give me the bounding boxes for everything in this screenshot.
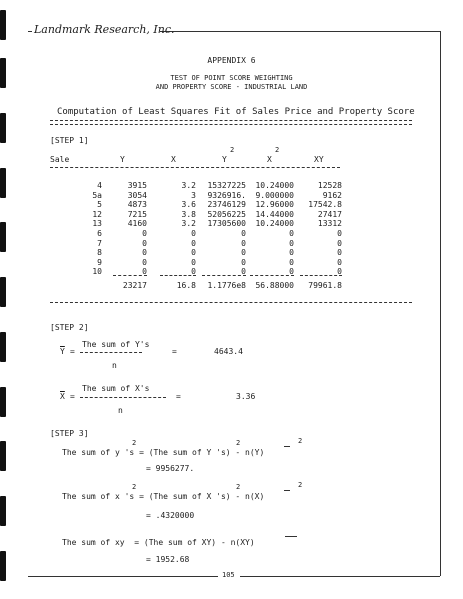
x2-exponent: 2	[275, 146, 280, 154]
table-cell-sale: 7	[97, 238, 102, 248]
step1-label: [STEP 1]	[50, 136, 89, 145]
total-rule-x2	[250, 275, 294, 276]
column-sale	[80, 181, 102, 277]
table-cell-y: 4873	[127, 200, 147, 210]
table-cell-x: 0	[191, 248, 196, 258]
column-xy	[296, 181, 342, 277]
xybar-overline	[285, 536, 297, 537]
x-bar-equals: =	[70, 392, 75, 401]
xbar-overline	[284, 490, 290, 491]
table-cell-sale: 10	[92, 267, 102, 277]
y-bar-equals: =	[70, 347, 75, 356]
table-cell-y: 7215	[127, 209, 147, 219]
table-cell-y: 3054	[127, 190, 147, 200]
table-cell-x2: 12.96000	[255, 200, 294, 210]
header-xy: XY	[314, 155, 324, 164]
binder-hole	[0, 168, 6, 198]
table-cell-y: 0	[142, 238, 147, 248]
table-cell-x: 0	[191, 267, 196, 277]
total-x-squared: 56.88000	[255, 281, 294, 290]
y-sum-label: The sum of Y's	[82, 340, 150, 349]
table-cell-x2: 0	[289, 228, 294, 238]
table-cell-x2: 0	[289, 267, 294, 277]
table-cell-xy: 0	[337, 267, 342, 277]
table-cell-sale: 4	[97, 181, 102, 190]
subtitle-line-2: AND PROPERTY SCORE - INDUSTRIAL LAND	[155, 83, 308, 91]
table-cell-y2: 52056225	[207, 209, 246, 219]
table-cell-x: 0	[191, 257, 196, 267]
total-rule-y	[113, 275, 147, 276]
subtitle-line-1: TEST OF POINT SCORE WEIGHTING	[170, 74, 293, 82]
table-cell-x: 3	[191, 190, 196, 200]
table-cell-x: 0	[191, 228, 196, 238]
table-cell-x2: 0	[289, 257, 294, 267]
table-cell-y2: 0	[241, 257, 246, 267]
x-bar-symbol: $\overline{X}$	[60, 392, 65, 401]
table-cell-xy: 9162	[322, 190, 342, 200]
step3-value-3: = 1952.68	[146, 555, 190, 564]
table-cell-x: 3.2	[181, 181, 196, 190]
total-y: 23217	[122, 281, 147, 290]
page-number: 105	[222, 571, 235, 579]
table-cell-xy: 0	[337, 238, 342, 248]
table-cell-x2: 0	[289, 238, 294, 248]
X-sq-exponent: 2	[236, 483, 241, 491]
x-denominator: n	[118, 406, 123, 415]
y-bar-symbol: $\overline{Y}$	[60, 347, 65, 356]
table-cell-y2: 0	[241, 228, 246, 238]
Y-sq-exponent: 2	[236, 439, 241, 447]
table-cell-xy: 27417	[317, 209, 342, 219]
header-x: X	[171, 155, 176, 164]
xbar-sq-exponent: 2	[298, 481, 303, 489]
table-cell-y2: 15327225	[207, 181, 246, 190]
table-cell-x: 3.6	[181, 200, 196, 210]
y-denominator: n	[112, 361, 117, 370]
header-rule	[50, 167, 340, 168]
x-result-equals: =	[176, 392, 181, 401]
header-y-squared: Y	[222, 155, 227, 164]
appendix-title: APPENDIX 6	[207, 56, 256, 65]
table-cell-sale: 5a	[92, 190, 102, 200]
computation-title: Computation of Least Squares Fit of Sales Price and Property Score	[57, 107, 415, 117]
table-cell-y2: 0	[241, 238, 246, 248]
x-sq-exponent: 2	[132, 483, 137, 491]
binder-hole	[0, 332, 6, 362]
table-cell-y2: 0	[241, 267, 246, 277]
x-bar-value: 3.36	[236, 392, 256, 401]
frame-right-rule	[440, 31, 441, 576]
table-cell-xy: 13312	[317, 219, 342, 229]
step3-line-1: The sum of y 's = (The sum of Y 's) - n(Y)	[62, 448, 265, 457]
table-cell-x2: 10.24000	[255, 181, 294, 190]
ybar-sq-exponent: 2	[298, 437, 303, 445]
table-cell-sale: 8	[97, 248, 102, 258]
binder-hole	[0, 277, 6, 307]
binder-hole	[0, 222, 6, 252]
total-x: 16.8	[176, 281, 196, 290]
step3-label: [STEP 3]	[50, 429, 89, 438]
binder-hole	[0, 387, 6, 417]
total-y-squared: 1.1776e8	[207, 281, 246, 290]
y2-exponent: 2	[230, 146, 235, 154]
y-fraction-bar	[80, 352, 142, 353]
frame-bottom-rule-right	[240, 576, 440, 577]
total-xy: 79961.8	[308, 281, 342, 290]
y-sq-exponent: 2	[132, 439, 137, 447]
ybar-overline	[284, 446, 290, 447]
column-x	[160, 181, 196, 277]
table-cell-y: 3915	[127, 181, 147, 190]
frame-bottom-rule-left	[28, 576, 218, 577]
header-sale: Sale	[50, 155, 70, 164]
y-bar-value: 4643.4	[214, 347, 243, 356]
header-x-squared: X	[267, 155, 272, 164]
table-cell-x: 0	[191, 238, 196, 248]
table-cell-x2: 9.000000	[255, 190, 294, 200]
y-result-equals: =	[172, 347, 177, 356]
table-cell-x: 3.2	[181, 219, 196, 229]
total-rule-xy	[300, 275, 342, 276]
table-cell-x2: 0	[289, 248, 294, 258]
table-cell-y2: 23746129	[207, 200, 246, 210]
x-fraction-bar	[80, 397, 166, 398]
table-cell-x: 3.8	[181, 209, 196, 219]
table-cell-xy: 12528	[317, 181, 342, 190]
table-cell-y: 0	[142, 228, 147, 238]
header-y: Y	[120, 155, 125, 164]
binder-hole	[0, 551, 6, 581]
table-cell-xy: 0	[337, 257, 342, 267]
binder-hole	[0, 441, 6, 471]
table-cell-y2: 9326916.	[207, 190, 246, 200]
step3-value-2: = .4320000	[146, 511, 195, 520]
table-cell-xy: 0	[337, 228, 342, 238]
table-cell-y: 0	[142, 257, 147, 267]
table-cell-x2: 10.24000	[255, 219, 294, 229]
x-sum-label: The sum of X's	[82, 384, 150, 393]
binder-hole	[0, 496, 6, 526]
step2-label: [STEP 2]	[50, 323, 89, 332]
table-cell-xy: 0	[337, 248, 342, 258]
table-cell-y: 4160	[127, 219, 147, 229]
step3-value-1: = 9956277.	[146, 464, 195, 473]
table-cell-y2: 17305600	[207, 219, 246, 229]
table-cell-sale: 5	[97, 200, 102, 210]
table-cell-sale: 12	[92, 209, 102, 219]
total-rule-y2	[202, 275, 246, 276]
table-cell-x2: 14.44000	[255, 209, 294, 219]
table-cell-y: 0	[142, 248, 147, 258]
table-cell-sale: 9	[97, 257, 102, 267]
total-rule-x	[160, 275, 196, 276]
step3-line-2: The sum of x 's = (The sum of X 's) - n(X)	[62, 492, 265, 501]
step3-line-3: The sum of xy = (The sum of XY) - n(XY)	[62, 538, 255, 547]
binder-hole	[0, 113, 6, 143]
table-cell-y2: 0	[241, 248, 246, 258]
table-cell-sale: 13	[92, 219, 102, 229]
column-y-squared	[196, 181, 246, 277]
table-cell-y: 0	[142, 267, 147, 277]
letterhead: Landmark Research, Inc.	[34, 23, 175, 36]
double-rule	[50, 120, 412, 125]
section-rule	[50, 302, 412, 303]
table-cell-xy: 17542.8	[308, 200, 342, 210]
binder-hole	[0, 10, 6, 40]
table-cell-sale: 6	[97, 228, 102, 238]
column-x-squared	[246, 181, 294, 277]
column-y	[112, 181, 147, 277]
